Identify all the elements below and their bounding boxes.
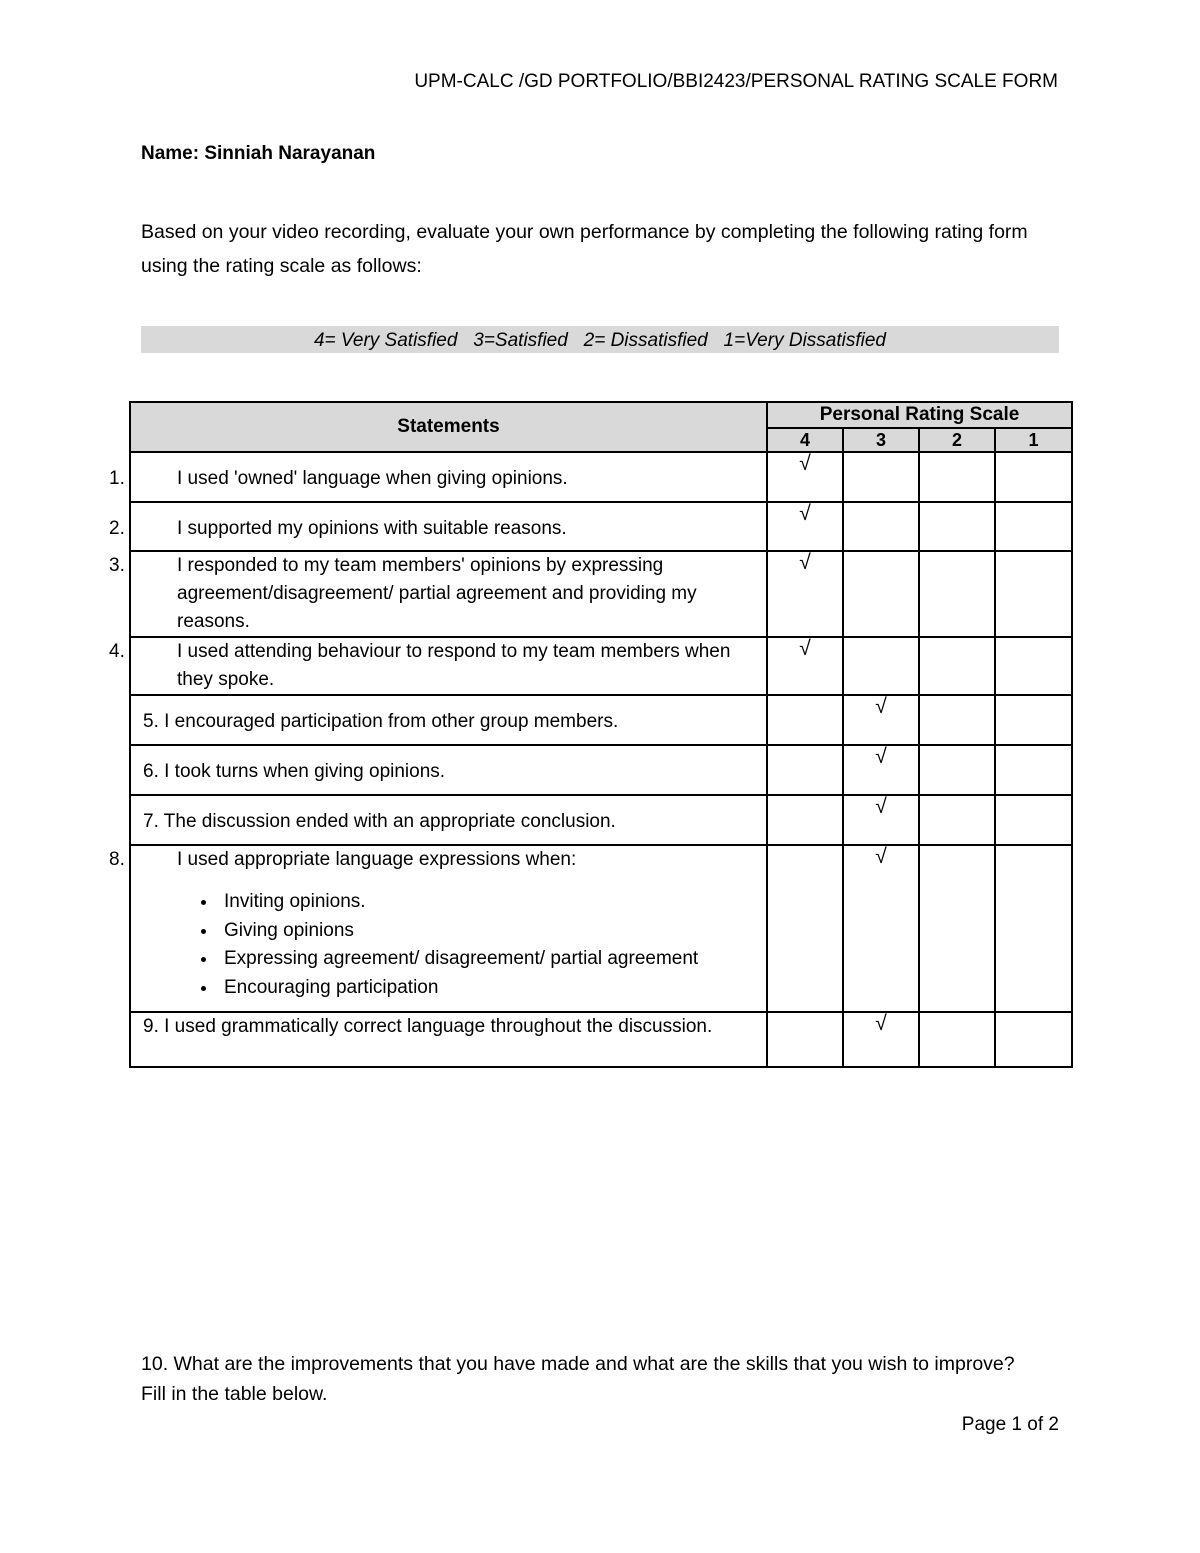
- statement-number: 2.: [109, 518, 125, 539]
- statement-text: 7. The discussion ended with an appropriate conclusion.: [143, 811, 616, 832]
- document-header: UPM-CALC /GD PORTFOLIO/BBI2423/PERSONAL RATING SCALE FORM: [414, 71, 1058, 92]
- page-number: Page 1 of 2: [961, 1414, 1059, 1435]
- rating-cell-2[interactable]: [919, 502, 995, 551]
- statement-cell: [109, 502, 767, 551]
- table-row: [130, 795, 1072, 845]
- rating-cell-4[interactable]: [767, 452, 843, 502]
- rating-cell-1[interactable]: [995, 551, 1072, 637]
- statement-cell: [109, 845, 767, 1012]
- table-row: [130, 637, 1072, 695]
- statement-cell: [109, 452, 767, 502]
- statement-text: I used 'owned' language when giving opinions.: [177, 468, 568, 489]
- rating-cell-3[interactable]: [843, 637, 919, 695]
- student-name: Name: Sinniah Narayanan: [141, 143, 376, 164]
- check-mark-icon: √: [799, 452, 811, 475]
- rating-cell-4[interactable]: [767, 745, 843, 795]
- statement-cell: [130, 695, 767, 745]
- instructions-text: Based on your video recording, evaluate your own performance by completing the following rating form using the rating scale as follows:: [141, 221, 1028, 277]
- rating-cell-2[interactable]: [919, 551, 995, 637]
- check-mark-icon: √: [799, 502, 811, 525]
- rating-cell-3[interactable]: [843, 845, 919, 1012]
- rating-cell-1[interactable]: [995, 1012, 1072, 1067]
- check-mark-icon: √: [799, 551, 811, 574]
- scale-column-4: 4: [767, 428, 843, 452]
- statement-text: I used appropriate language expressions when:: [177, 849, 577, 870]
- rating-cell-3[interactable]: [843, 745, 919, 795]
- rating-cell-1[interactable]: [995, 637, 1072, 695]
- statement-text: I used attending behaviour to respond to my team members when they spoke.: [177, 641, 731, 690]
- list-item: • Giving opinions: [218, 917, 754, 946]
- scale-column-1: 1: [995, 428, 1072, 452]
- rating-cell-4[interactable]: [767, 637, 843, 695]
- rating-cell-4[interactable]: [767, 502, 843, 551]
- rating-cell-2[interactable]: [919, 745, 995, 795]
- statement-cell: [109, 637, 767, 695]
- statement-cell: [130, 1012, 767, 1067]
- rating-cell-3[interactable]: [843, 452, 919, 502]
- rating-cell-1[interactable]: [995, 745, 1072, 795]
- check-mark-icon: √: [875, 745, 887, 768]
- statement-number: 3.: [109, 555, 125, 576]
- rating-cell-1[interactable]: [995, 695, 1072, 745]
- rating-cell-2[interactable]: [919, 1012, 995, 1067]
- rating-cell-4[interactable]: [767, 1012, 843, 1067]
- list-item: • Expressing agreement/ disagreement/ partial agreement: [218, 945, 754, 974]
- statement-number: 1.: [109, 468, 125, 489]
- rating-cell-2[interactable]: [919, 695, 995, 745]
- expression-list: [143, 888, 754, 1002]
- table-row: [130, 502, 1072, 551]
- rating-cell-3[interactable]: [843, 502, 919, 551]
- statement-text: I supported my opinions with suitable reasons.: [177, 518, 567, 539]
- list-item: • Inviting opinions.: [218, 888, 754, 917]
- check-mark-icon: √: [875, 695, 887, 718]
- rating-cell-2[interactable]: [919, 795, 995, 845]
- rating-cell-1[interactable]: [995, 502, 1072, 551]
- rating-cell-1[interactable]: [995, 845, 1072, 1012]
- table-row: [130, 745, 1072, 795]
- rating-cell-1[interactable]: [995, 452, 1072, 502]
- check-mark-icon: √: [875, 1012, 887, 1035]
- statement-text: 9. I used grammatically correct language throughout the discussion.: [143, 1016, 713, 1037]
- rating-table: [109, 401, 1073, 1068]
- rating-cell-2[interactable]: [919, 637, 995, 695]
- statement-cell: [130, 795, 767, 845]
- rating-cell-2[interactable]: [919, 452, 995, 502]
- statement-cell: [109, 551, 767, 637]
- statement-text: 6. I took turns when giving opinions.: [143, 761, 446, 782]
- list-item: • Encouraging participation: [218, 974, 754, 1003]
- check-mark-icon: √: [875, 795, 887, 818]
- scale-column-3: 3: [843, 428, 919, 452]
- table-row: [130, 695, 1072, 745]
- statement-text: 5. I encouraged participation from other group members.: [143, 711, 619, 732]
- rating-scale-legend: 4= Very Satisfied 3=Satisfied 2= Dissatisfied 1=Very Dissatisfied: [141, 326, 1059, 353]
- scale-column-2: 2: [919, 428, 995, 452]
- check-mark-icon: √: [875, 845, 887, 868]
- statement-cell: [130, 745, 767, 795]
- table-row: [130, 452, 1072, 502]
- rating-cell-4[interactable]: [767, 551, 843, 637]
- statements-header: Statements: [130, 402, 767, 452]
- check-mark-icon: √: [799, 637, 811, 660]
- table-row: [130, 845, 1072, 1012]
- rating-cell-4[interactable]: [767, 845, 843, 1012]
- rating-cell-3[interactable]: [843, 1012, 919, 1067]
- rating-cell-3[interactable]: [843, 795, 919, 845]
- personal-rating-scale-header: Personal Rating Scale: [767, 402, 1072, 428]
- improvement-question: 10. What are the improvements that you have made and what are the skills that you wish to improve? Fill in the table below.: [141, 1353, 1015, 1405]
- table-row: [130, 551, 1072, 637]
- rating-cell-4[interactable]: [767, 795, 843, 845]
- rating-cell-3[interactable]: [843, 695, 919, 745]
- table-row: [130, 1012, 1072, 1067]
- statement-number: 4.: [109, 641, 125, 662]
- rating-cell-3[interactable]: [843, 551, 919, 637]
- rating-cell-1[interactable]: [995, 795, 1072, 845]
- statement-text: I responded to my team members' opinions by expressing agreement/disagreement/ partial agreement and providing my reasons.: [177, 555, 697, 632]
- rating-cell-4[interactable]: [767, 695, 843, 745]
- statement-number: 8.: [109, 849, 125, 870]
- rating-cell-2[interactable]: [919, 845, 995, 1012]
